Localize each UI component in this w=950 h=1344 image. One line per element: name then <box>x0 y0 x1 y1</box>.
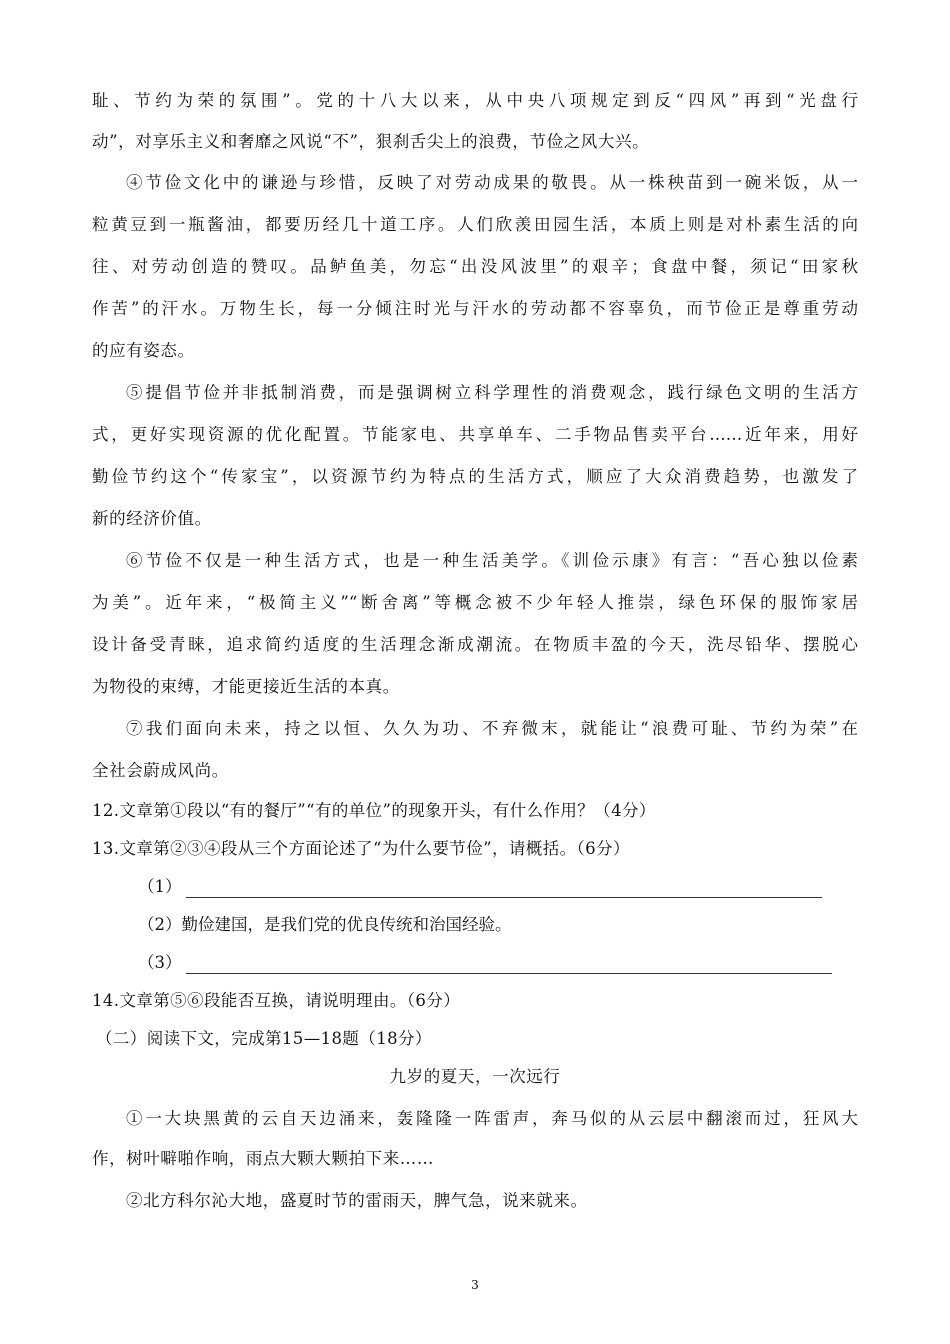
paragraph-7-line-2: 全社会蔚成风尚。 <box>92 761 229 780</box>
paragraph-5-line-4: 新的经济价值。 <box>92 509 212 528</box>
story-paragraph-1-line-1: ①一大块黑黄的云自天边涌来，轰隆隆一阵雷声，奔马似的从云层中翻滚而过，狂风大 <box>126 1109 858 1128</box>
paragraph-6-line-1: ⑥节俭不仅是一种生活方式，也是一种生活美学。《训俭示康》有言：“吾心独以俭素 <box>126 551 858 570</box>
paragraph-5-line-3: 勤俭节约这个“传家宝”，以资源节约为特点的生活方式，顺应了大众消费趋势，也激发了 <box>92 467 858 486</box>
paragraph-6-line-4: 为物役的束缚，才能更接近生活的本真。 <box>92 677 400 696</box>
story-title: 九岁的夏天，一次远行 <box>389 1067 561 1086</box>
q13-answer-1-blank[interactable] <box>186 879 822 898</box>
paragraph-5-line-2: 式，更好实现资源的优化配置。节能家电、共享单车、二手物品售卖平台……近年来，用好 <box>92 425 858 444</box>
paragraph-4-line-2: 粒黄豆到一瓶酱油，都要历经几十道工序。人们欣羡田园生活，本质上则是对朴素生活的向 <box>92 215 858 234</box>
paragraph-4-line-5: 的应有姿态。 <box>92 341 195 360</box>
paragraph-3-line-2: 动”，对享乐主义和奢靡之风说“不”，狠刹舌尖上的浪费，节俭之风大兴。 <box>92 132 650 151</box>
page-number: 3 <box>471 1278 479 1292</box>
q13-answer-2-text: 勤俭建国，是我们党的优良传统和治国经验。 <box>181 915 512 934</box>
paragraph-4-line-3: 往、对劳动创造的赞叹。品鲈鱼美，勿忘“出没风波里”的艰辛；食盘中餐，须记“田家秋 <box>92 257 858 276</box>
question-14: 14.文章第⑤⑥段能否互换，请说明理由。（6分） <box>92 991 461 1010</box>
paragraph-7-line-1: ⑦我们面向未来，持之以恒、久久为功、不弃微末，就能让“浪费可耻、节约为荣”在 <box>126 719 858 738</box>
q13-answer-3-blank[interactable] <box>186 955 832 974</box>
q13-answer-2-label: （2） <box>138 915 182 934</box>
q13-answer-1 <box>138 876 822 898</box>
q13-answer-2 <box>138 914 512 936</box>
paragraph-3-line-1: 耻、节约为荣的氛围”。党的十八大以来，从中央八项规定到反“四风”再到“光盘行 <box>92 91 858 110</box>
paragraph-6-line-2: 为美”。近年来，“极简主义”“断舍离”等概念被不少年轻人推崇，绿色环保的服饰家居 <box>92 593 858 612</box>
q13-answer-3-label: （3） <box>138 953 182 972</box>
paragraph-6-line-3: 设计备受青睐，追求简约适度的生活理念渐成潮流。在物质丰盈的今天，洗尽铅华、摆脱心 <box>92 635 858 654</box>
question-12: 12.文章第①段以“有的餐厅”“有的单位”的现象开头，有什么作用？（4分） <box>92 801 656 820</box>
paragraph-4-line-1: ④节俭文化中的谦逊与珍惜，反映了对劳动成果的敬畏。从一株秧苗到一碗米饭，从一 <box>126 173 858 192</box>
q13-answer-1-label: （1） <box>138 877 182 896</box>
question-13: 13.文章第②③④段从三个方面论述了“为什么要节俭”，请概括。（6分） <box>92 839 630 858</box>
paragraph-5-line-1: ⑤提倡节俭并非抵制消费，而是强调树立科学理性的消费观念，践行绿色文明的生活方 <box>126 383 858 402</box>
story-paragraph-2-line-1: ②北方科尔沁大地，盛夏时节的雷雨天，脾气急，说来就来。 <box>126 1191 588 1210</box>
section-two-heading: （二）阅读下文，完成第15—18题（18分） <box>96 1029 432 1048</box>
q13-answer-3 <box>138 952 832 974</box>
paragraph-4-line-4: 作苦”的汗水。万物生长，每一分倾注时光与汗水的劳动都不容辜负，而节俭正是尊重劳动 <box>92 299 858 318</box>
story-paragraph-1-line-2: 作，树叶噼啪作响，雨点大颗大颗拍下来…… <box>92 1149 434 1168</box>
